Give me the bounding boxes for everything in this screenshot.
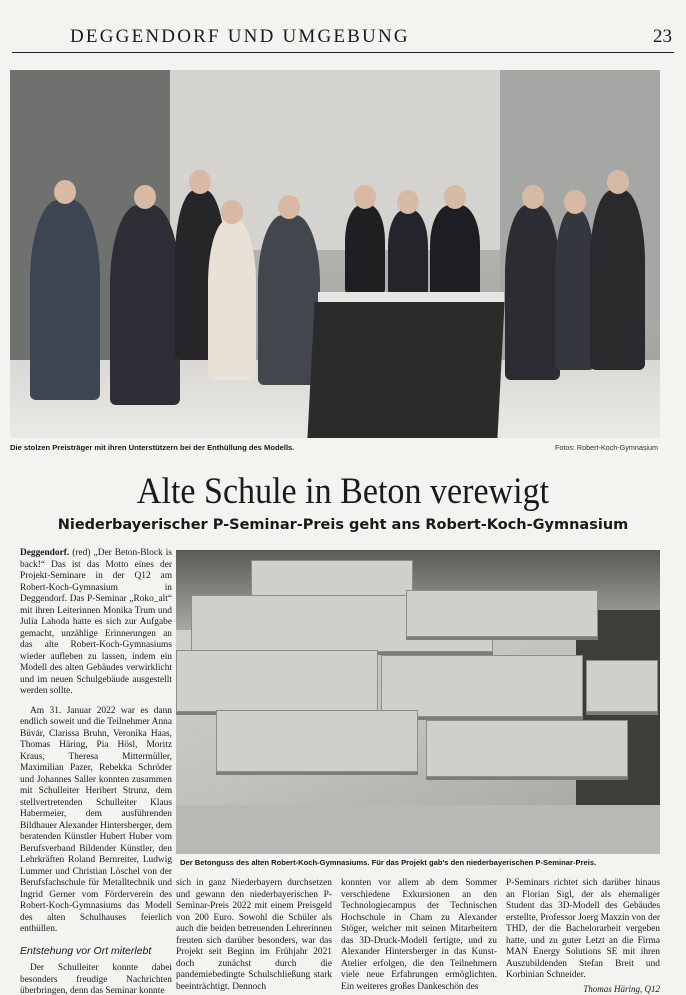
page-number: 23 xyxy=(653,26,672,47)
model-block xyxy=(586,660,658,712)
section-title: DEGGENDORF UND UMGEBUNG xyxy=(70,26,410,47)
person-figure xyxy=(430,205,480,305)
article-column-2 xyxy=(176,878,332,995)
model-block xyxy=(216,710,418,772)
paragraph: P-Seminars richtet sich darüber hinaus an Florian Sigl, der als ehemaliger Student das 3D-Modell des Gebäudes erstellte, Professor Joerg Maxzin von der THD, der die Bachelorarbeit vergeben hatte, und zu guter Letzt an die Firma MAN Energy Solutions SE mit ihren Auszubildenden Stefan Breit und Korbinian Schneider. xyxy=(506,878,660,980)
person-figure xyxy=(505,205,560,380)
paragraph: Am 31. Januar 2022 war es dann endlich soweit und die Teilnehmer Anna Büvár, Clarissa Bruhn, Veronika Haas, Thomas Häring, Pia Hösl, Moritz Kraus, Theresa Mittermüller, Maximilian Pazer, Rebekka Schröder und Johannes Saller konnten zusammen mit Schulleiter Heribert Strunz, dem stellvertretenden Schulleiter Klaus Habermeier, dem ausführenden Bildhauer Alexander Hintersberger, dem beratenden Künstler Hubert Huber vom Berufsverband Bildender Künstler, den Lehrkräften Roland Bernreiter, Ludwig Lummer und Christian Löschel von der Berufsfachschule für Metalltechnik und Ingrid Gerner vom Förderverein des Robert-Koch-Gymnasiums das Modell des alten Schulhauses feierlich enthüllen. xyxy=(20,705,172,934)
person-figure xyxy=(555,210,595,370)
model-photo xyxy=(176,550,660,854)
model-table xyxy=(176,805,660,854)
person-figure xyxy=(110,205,180,405)
paragraph: konnten vor allem ab dem Sommer verschiedene Exkursionen an den Technologiecampus der Technischen Hochschule in Cham zu Alexander Stöger, welcher mit seinen Mitarbeitern das 3D-Druck-Modell fertigte, und zu Alexander Hintersberger in das Kunst-Atelier erfolgen, die den Teilnehmern viele neue Erfahrungen ermöglichten. Ein weiteres großes Dankeschön des xyxy=(341,878,497,992)
dateline: Deggendorf. xyxy=(20,548,70,558)
article-column-1 xyxy=(20,548,172,995)
article-subheadline: Niederbayerischer P-Seminar-Preis geht ans Robert-Koch-Gymnasium xyxy=(57,517,629,533)
photo-credit: Fotos: Robert-Koch-Gymnasium xyxy=(554,443,658,452)
paragraph: Der Schulleiter konnte dabei besonders freudige Nachrichten überbringen, denn das Seminar konnte xyxy=(20,963,172,995)
photo-caption xyxy=(10,443,660,457)
paragraph-text: (red) „Der Beton-Block is back!“ Das ist das Motto eines der Projekt-Seminare in der Q12 am Robert-Koch-Gymnasium in Deggendorf. Das P-Seminar „Roko_alt“ mit ihren Leiterinnen Monika Trum und Julia Lahoda hatte es sich zur Aufgabe gemacht, unzählige Erinnerungen an das alte Robert-Koch-Gymnasiums wieder aufleben zu lassen, indem ein Modell des alten Gebäudes verwirklicht und im neuen Schulgebäude ausgestellt werden sollte. xyxy=(20,548,172,696)
model-pedestal xyxy=(305,302,504,438)
article-column-3 xyxy=(341,878,497,995)
model-block xyxy=(406,590,598,637)
article-headline: Alte Schule in Beton verewigt xyxy=(136,471,550,512)
page-header xyxy=(12,24,674,53)
article-subhead: Entstehung vor Ort miterlebt xyxy=(20,944,152,957)
person-figure xyxy=(388,210,428,300)
article-author: Thomas Häring, Q12 xyxy=(577,984,660,994)
person-figure xyxy=(208,220,256,380)
person-figure xyxy=(345,205,385,295)
paragraph: sich in ganz Niederbayern durchsetzen und gewann den niederbayerischen P-Seminar-Preis 2022 mit einem Preisgeld von 200 Euro. Sowohl die Schüler als auch die beiden betreuenden Lehrerinnen freuten sich darüber besonders, war das Projekt seit Beginn im Frühjahr 2021 doch zunächst durch die pandemiebedingte Schulschließung stark beeinträchtigt. Dennoch xyxy=(176,878,332,992)
model-block xyxy=(176,650,378,712)
person-figure xyxy=(30,200,100,400)
group-photo xyxy=(10,70,660,438)
model-caption: Der Betonguss des alten Robert-Koch-Gymnasiums. Für das Projekt gab's den niederbayerischen P-Seminar-Preis. xyxy=(180,858,597,867)
model-block xyxy=(381,655,583,717)
article-column-4 xyxy=(506,878,660,995)
caption-text: Die stolzen Preisträger mit ihren Unterstützern bei der Enthüllung des Modells. xyxy=(10,443,295,452)
paragraph xyxy=(20,548,172,698)
person-figure xyxy=(590,190,645,370)
model-block xyxy=(426,720,628,777)
